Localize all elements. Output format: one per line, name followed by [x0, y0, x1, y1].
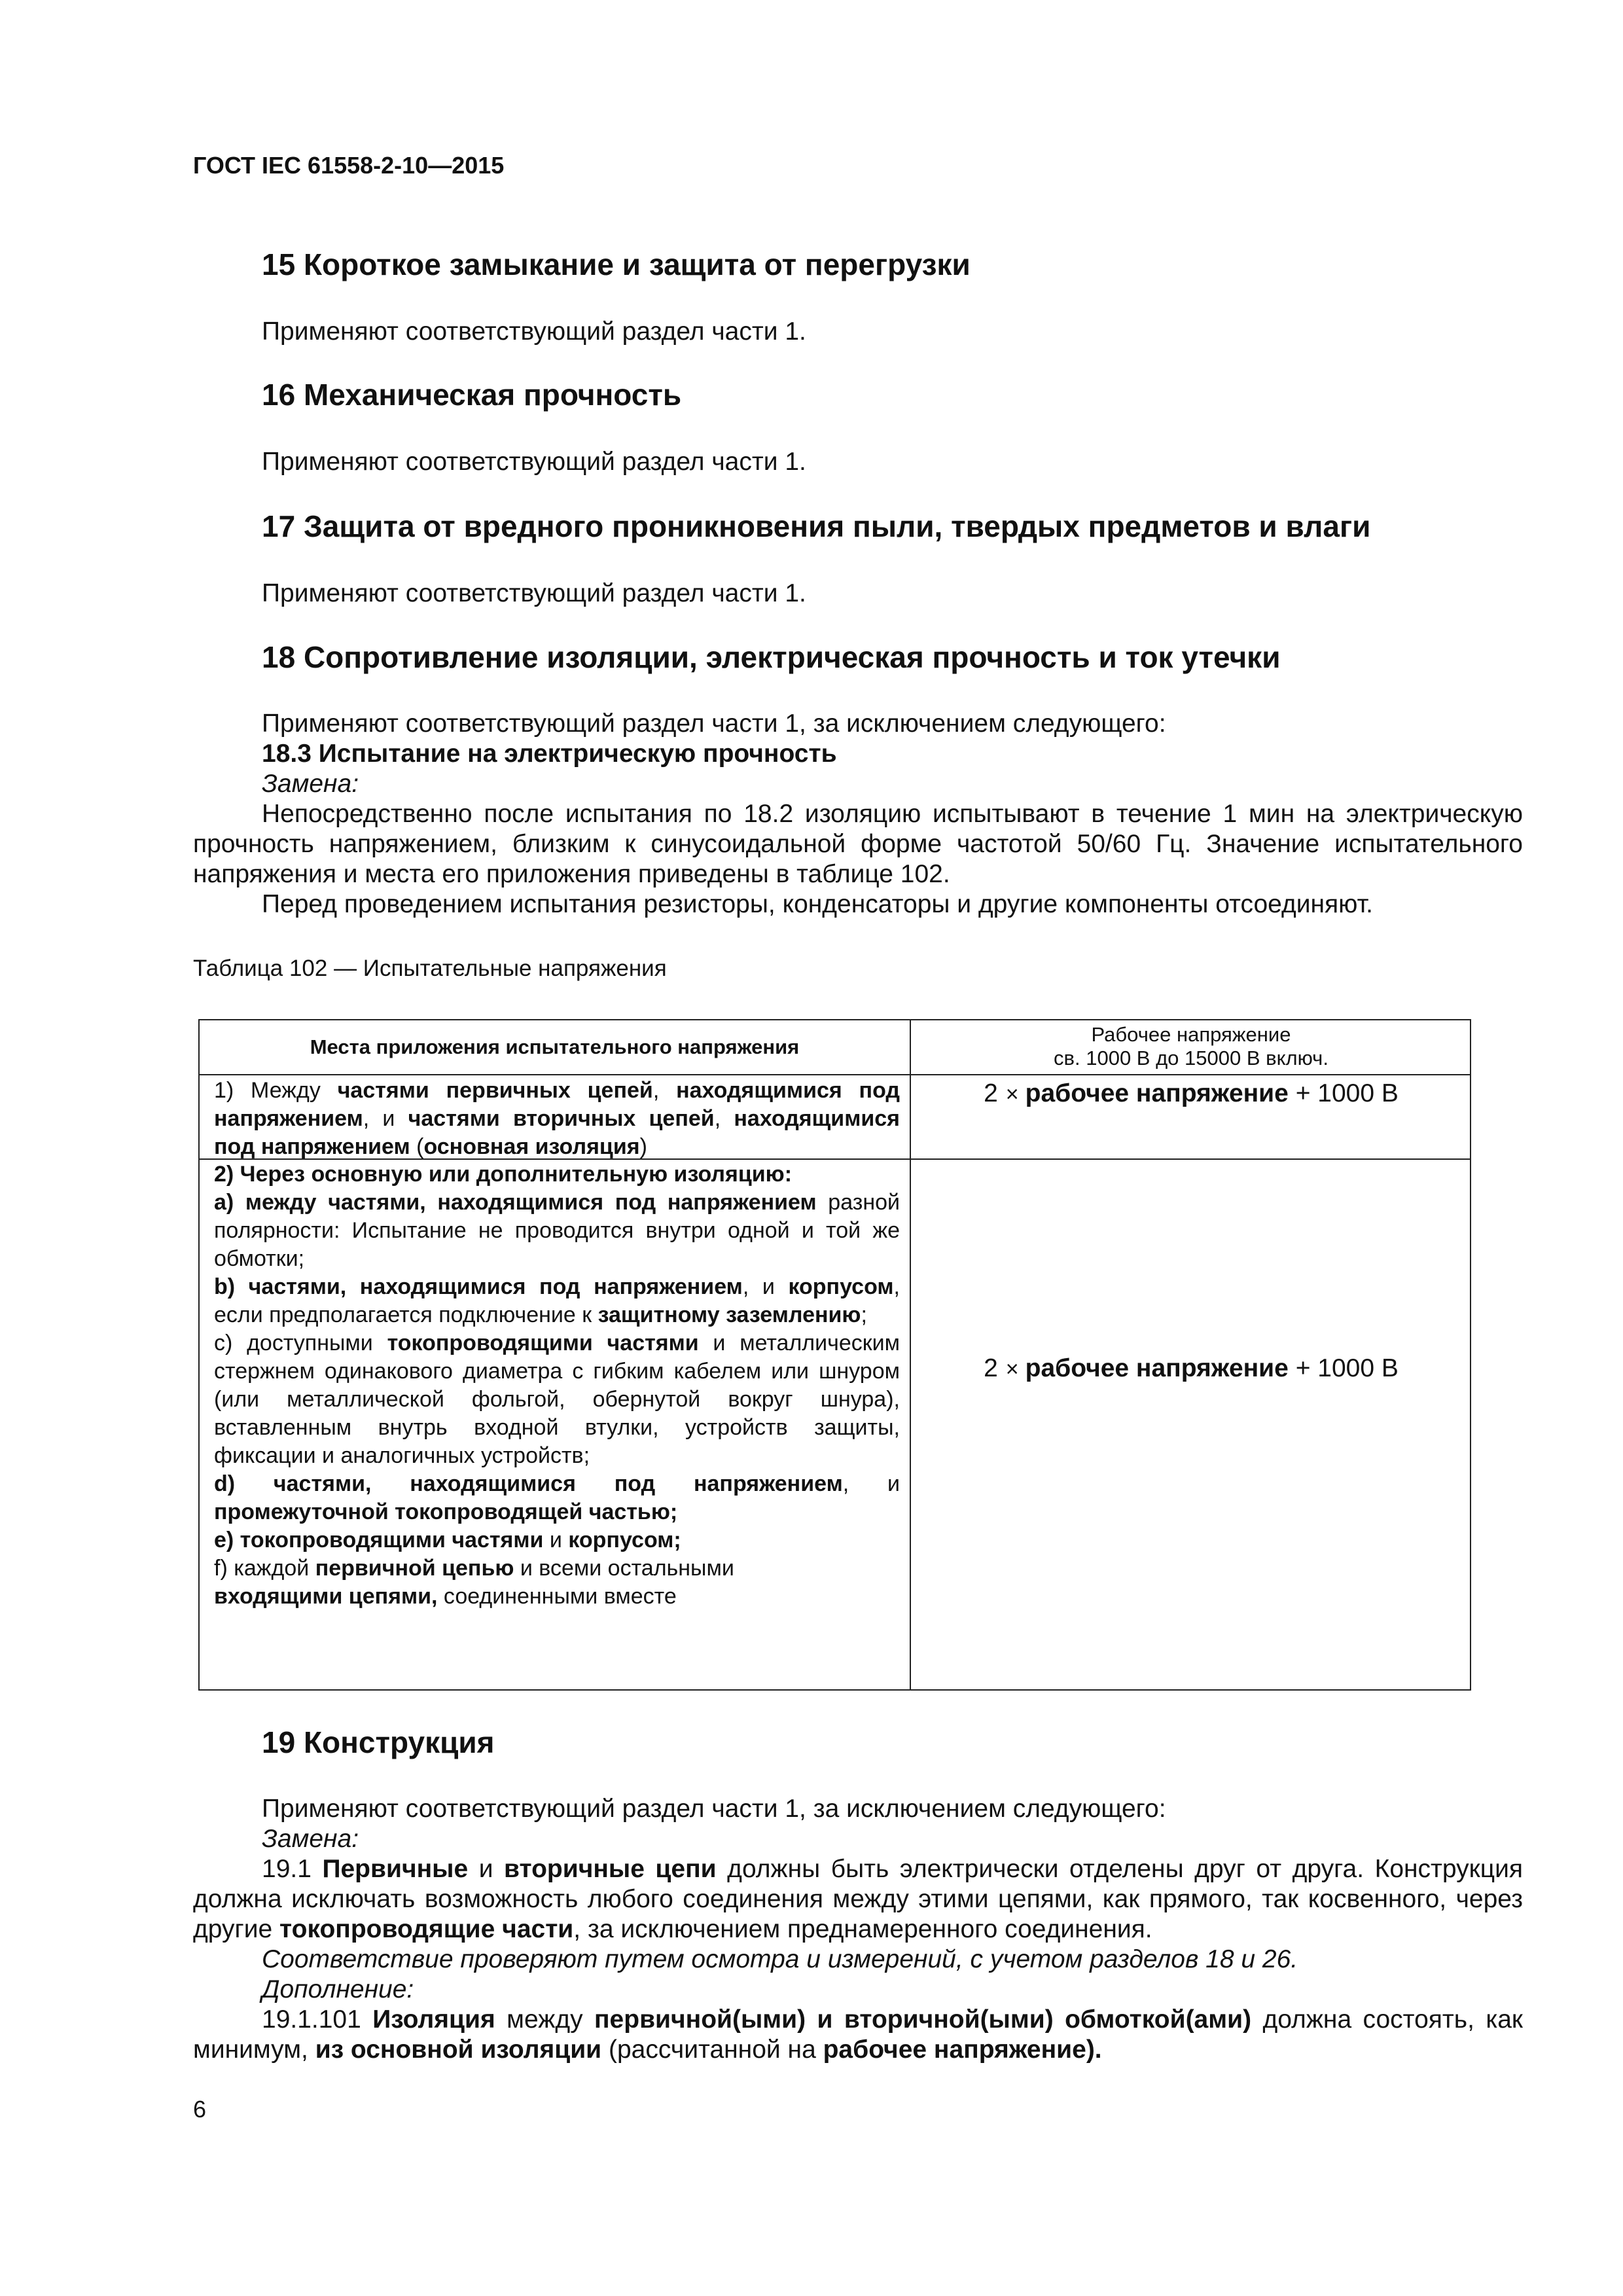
table-caption: Таблица 102 — Испытательные напряжения — [193, 956, 667, 981]
page-number: 6 — [193, 2096, 207, 2123]
section-19-1-para: 19.1 Первичные и вторичные цепи должны быть электрически отделены друг от друга. Конструкция должна исключать возможность любого соединения между этими цепями, как прямого, так косвенного, через другие токопроводящие части, за исключением преднамеренного соединения. — [193, 1855, 1523, 1943]
table-header-working-voltage: Рабочее напряжение св. 1000 В до 15000 В включ. — [1054, 1023, 1329, 1069]
section-17-title: 17 Защита от вредного проникновения пыли, твердых предметов и влаги — [262, 509, 1371, 543]
section-18-para2: Перед проведением испытания резисторы, конденсаторы и другие компоненты отсоединяют. — [262, 890, 1373, 918]
section-19-compliance: Соответствие проверяют путем осмотра и измерений, с учетом разделов 18 и 26. — [262, 1945, 1298, 1973]
section-19-1-101-para: 19.1.101 Изоляция между первичной(ыми) и вторичной(ыми) обмоткой(ами) должна состоять, как минимум, из основной изоляции (рассчитанной на рабочее напряжение). — [193, 2005, 1523, 2064]
section-18-para1: Непосредственно после испытания по 18.2 изоляцию испытывают в течение 1 мин на электрическую прочность напряжением, близким к синусоидальной форме частотой 50/60 Гц. Значение испытательного напряжения и места его приложения приведены в таблице 102. — [193, 800, 1523, 888]
section-19-replacement-label: Замена: — [262, 1825, 359, 1853]
section-19-addition-label: Дополнение: — [262, 1975, 414, 2003]
table-row-2-voltage: 2 × рабочее напряжение + 1000 В — [984, 1354, 1399, 1382]
section-19-intro: Применяют соответствующий раздел части 1, за исключением следующего: — [262, 1795, 1166, 1823]
section-19-title: 19 Конструкция — [262, 1725, 495, 1759]
section-18-intro: Применяют соответствующий раздел части 1, за исключением следующего: — [262, 709, 1166, 738]
section-15-title: 15 Короткое замыкание и защита от перегрузки — [262, 247, 971, 281]
section-16-title: 16 Механическая прочность — [262, 378, 682, 412]
table-header-divider — [200, 1074, 1470, 1075]
test-voltage-table — [198, 1019, 1471, 1691]
table-row-1-location: 1) Между частями первичных цепей, находящимися под напряжением, и частями вторичных цепей, находящимися под напряжением (основная изоляция) — [214, 1078, 900, 1159]
section-16-text: Применяют соответствующий раздел части 1. — [262, 448, 806, 476]
table-row-2-location: 2) Через основную или дополнительную изоляцию: а) между частями, находящимися под напряжением разной полярности: Испытание не проводится внутри одной и той же обмотки; b) частями, находящимися под напряжением, и корпусом, если предполагается подключение к защитному заземлению; с) доступными токопроводящими частями и металлическим стержнем одинакового диаметра с гибким кабелем или шнуром (или металлической фольгой, обернутой вокруг шнура), вставленным внутрь входной втулки, устройств защиты, фиксации и аналогичных устройств; d) частями, находящимися под напряжением, и промежуточной токопроводящей частью; е) токопроводящими частями и корпусом; f) каждой первичной цепью и всеми остальными входящими цепями, соединенными вместе — [214, 1162, 901, 1609]
section-18-title: 18 Сопротивление изоляции, электрическая прочность и ток утечки — [262, 640, 1281, 674]
table-header-locations: Места приложения испытательного напряжения — [310, 1035, 800, 1058]
document-header: ГОСТ IEC 61558-2-10—2015 — [193, 152, 505, 179]
table-row-1-voltage: 2 × рабочее напряжение + 1000 В — [984, 1079, 1399, 1107]
section-18-3-title: 18.3 Испытание на электрическую прочность — [262, 740, 837, 768]
section-18-replacement-label: Замена: — [262, 770, 359, 798]
section-15-text: Применяют соответствующий раздел части 1. — [262, 317, 806, 346]
section-17-text: Применяют соответствующий раздел части 1. — [262, 579, 806, 607]
